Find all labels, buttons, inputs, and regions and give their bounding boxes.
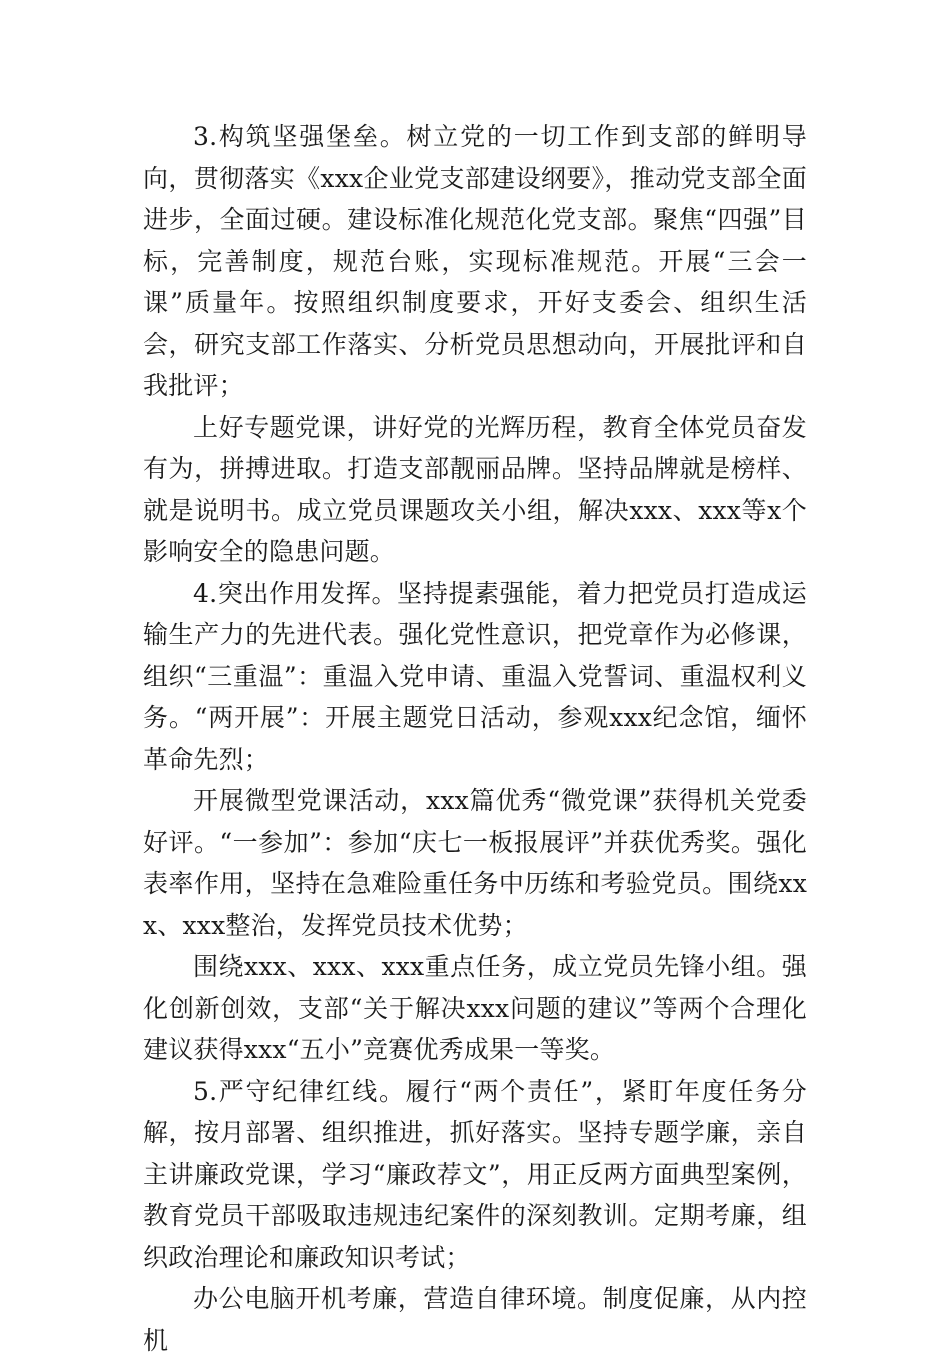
paragraph-build-fortress: 3.构筑坚强堡垒。树立党的一切工作到支部的鲜明导向，贯彻落实《xxx企业党支部建设纲要》，推动党支部全面进步，全面过硬。建设标准化规范化党支部。聚焦“四强”目标，完善制度，规范台账，实现标准规范。开展“三会一课”质量年。按照组织制度要求，开好支委会、组织生活会，研究支部工作落实、分析党员思想动向，开展批评和自我批评； [143,122,807,400]
paragraph-vanguard-groups: 围绕xxx、xxx、xxx重点任务，成立党员先锋小组。强化创新创效，支部“关于解决xxx问题的建议”等两个合理化建议获得xxx“五小”竞赛优秀成果一等奖。 [143,952,807,1064]
paragraph-party-lessons: 上好专题党课，讲好党的光辉历程，教育全体党员奋发有为，拼搏进取。打造支部靓丽品牌。坚持品牌就是榜样、就是说明书。成立党员课题攻关小组，解决xxx、xxx等x个影响安全的隐患问题。 [143,412,807,566]
paragraph-discipline: 5.严守纪律红线。履行“两个责任”，紧盯年度任务分解，按月部署、组织推进，抓好落实。坚持专题学廉，亲自主讲廉政党课，学习“廉政荐文”，用正反两方面典型案例，教育党员干部吸取违规违纪案件的深刻教训。定期考廉，组织政治理论和廉政知识考试； [143,1076,807,1272]
paragraph-role-play: 4.突出作用发挥。坚持提素强能，着力把党员打造成运输生产力的先进代表。强化党性意识，把党章作为必修课，组织“三重温”：重温入党申请、重温入党誓词、重温权利义务。“两开展”：开展主题党日活动，参观xxx纪念馆，缅怀革命先烈； [143,578,807,774]
document-body [143,116,807,1361]
paragraph-micro-lessons: 开展微型党课活动，xxx篇优秀“微党课”获得机关党委好评。“一参加”：参加“庆七一板报展评”并获优秀奖。强化表率作用，坚持在急难险重任务中历练和考验党员。围绕xxx、xxx整治，发挥党员技术优势； [143,786,807,940]
paragraph-self-discipline: 办公电脑开机考廉，营造自律环境。制度促廉，从内控机 [143,1284,807,1355]
